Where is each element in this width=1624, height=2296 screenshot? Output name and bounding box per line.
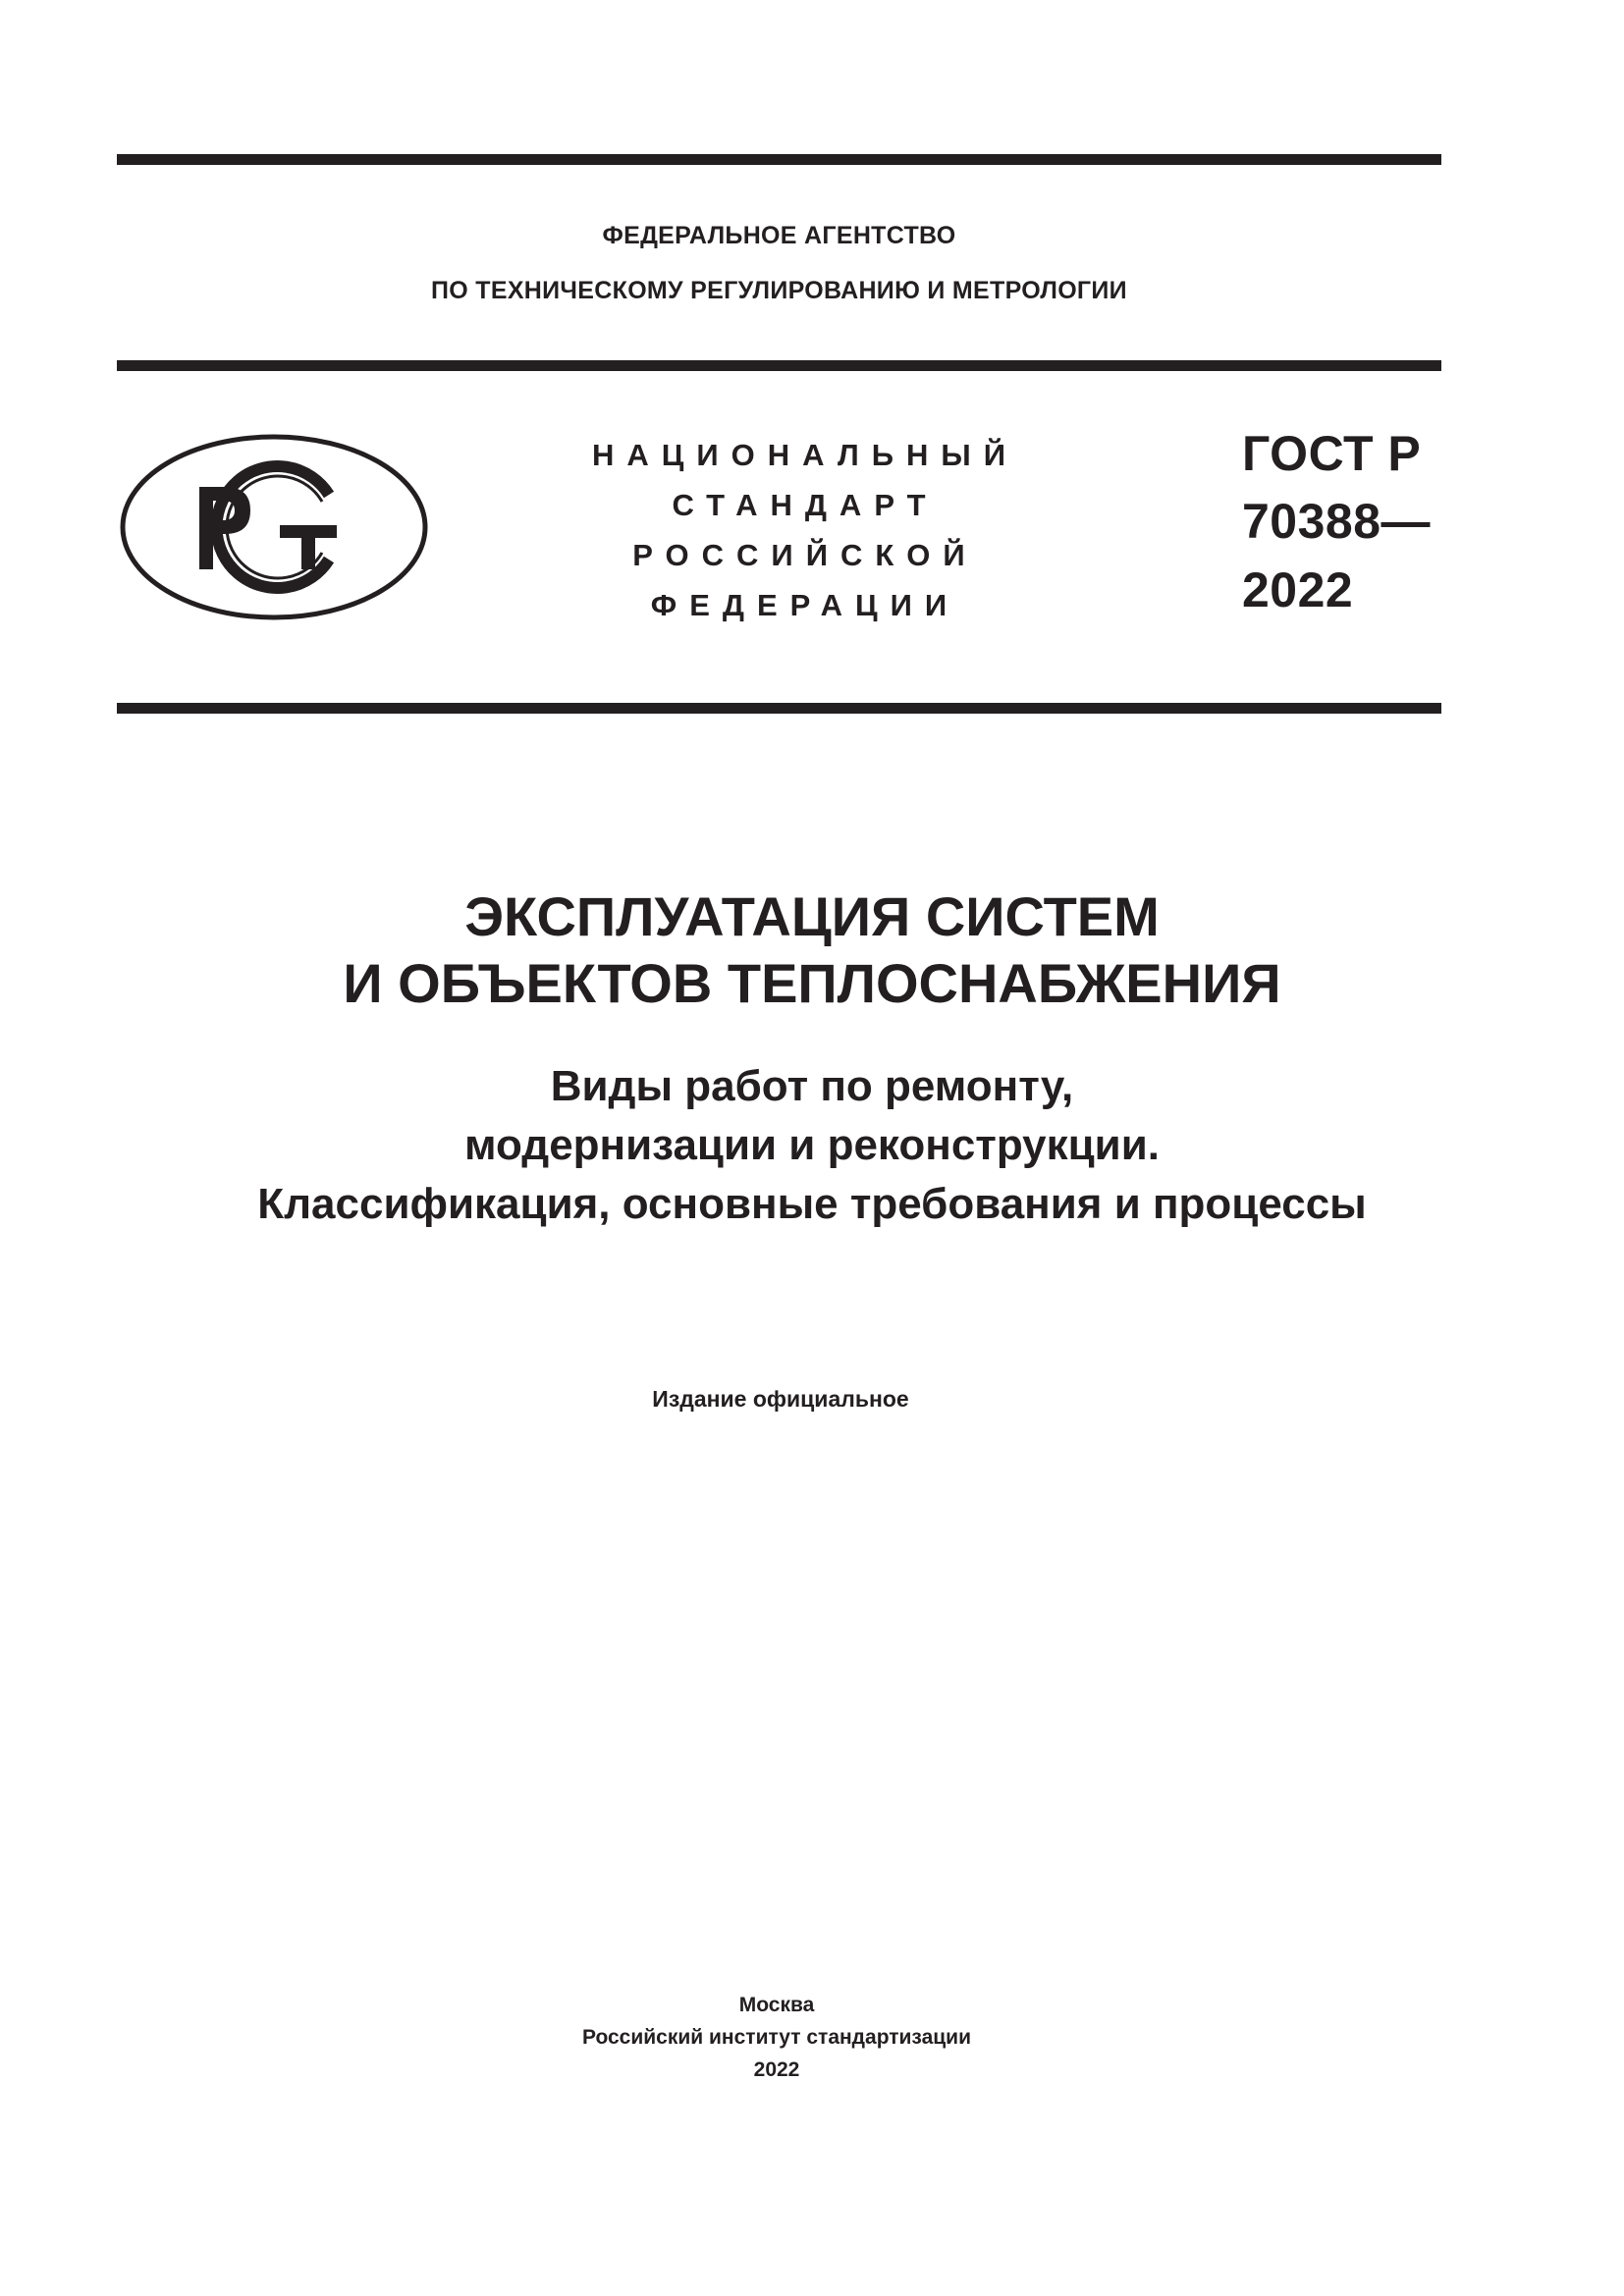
rst-certification-mark-icon [117, 432, 431, 622]
document-title-line-2: И ОБЪЕКТОВ ТЕПЛОСНАБЖЕНИЯ [343, 952, 1281, 1014]
top-divider [117, 154, 1441, 165]
designation-divider [117, 703, 1441, 714]
header-divider [117, 360, 1441, 371]
document-subtitle-line-3: Классификация, основные требования и процессы [257, 1180, 1367, 1228]
document-subtitle-line-1: Виды работ по ремонту, [550, 1062, 1074, 1110]
agency-name-line-1: ФЕДЕРАЛЬНОЕ АГЕНТСТВО [602, 222, 956, 249]
document-title-line-1: ЭКСПЛУАТАЦИЯ СИСТЕМ [464, 885, 1160, 947]
standard-designation-line-2: 70388— [1242, 494, 1432, 549]
standard-type-line-3: РОССИЙСКОЙ [632, 538, 978, 572]
standard-type-line-2: СТАНДАРТ [672, 488, 939, 522]
standard-designation-line-1: ГОСТ Р [1242, 426, 1422, 481]
agency-name-line-2: ПО ТЕХНИЧЕСКОМУ РЕГУЛИРОВАНИЮ И МЕТРОЛОГИИ [431, 277, 1127, 304]
imprint-publisher: Российский институт стандартизации [581, 2026, 972, 2049]
standard-type-line-4: ФЕДЕРАЦИИ [650, 588, 960, 622]
standard-designation-line-3: 2022 [1242, 562, 1354, 617]
document-subtitle-line-2: модернизации и реконструкции. [464, 1121, 1160, 1169]
imprint-year: 2022 [753, 2058, 800, 2081]
edition-note: Издание официальное [652, 1386, 909, 1412]
imprint-city: Москва [738, 1994, 815, 2016]
standard-type-line-1: НАЦИОНАЛЬНЫЙ [591, 438, 1019, 472]
